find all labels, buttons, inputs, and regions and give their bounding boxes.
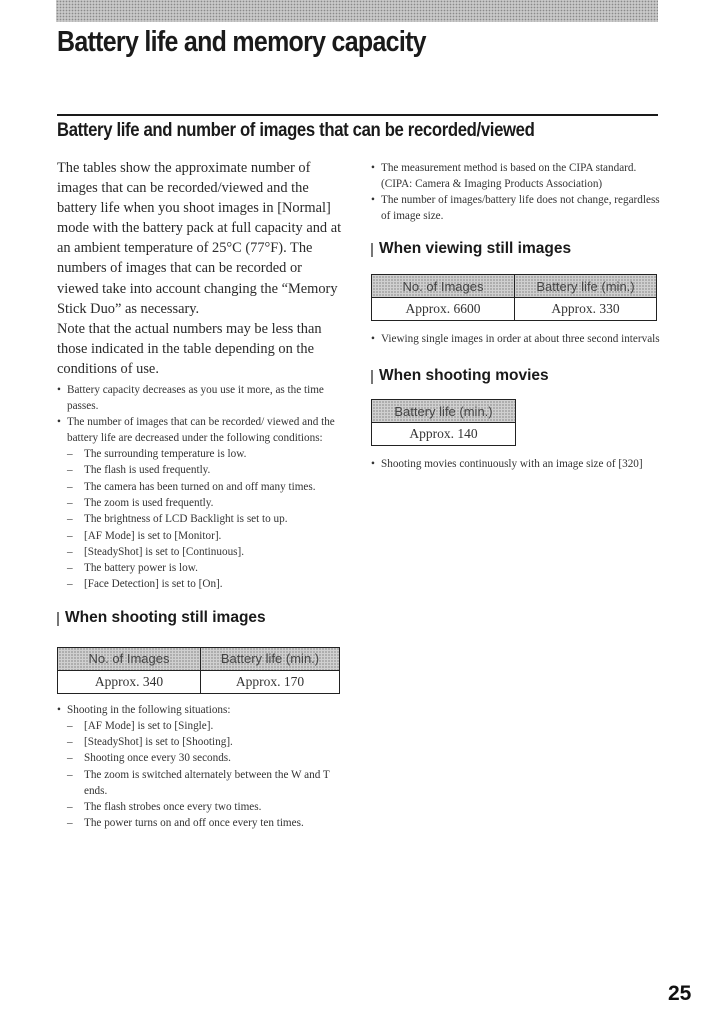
table-header: No. of Images bbox=[58, 647, 201, 670]
table-row bbox=[372, 423, 516, 446]
still-images-table bbox=[57, 647, 340, 694]
list-item bbox=[371, 160, 661, 192]
table-cell: Approx. 140 bbox=[372, 423, 516, 446]
condition-item: – Shooting once every 30 seconds. bbox=[67, 750, 342, 766]
list-item: • Battery capacity decreases as you use it more, as the time passes. bbox=[57, 382, 342, 414]
measurement-notes-list bbox=[371, 160, 661, 224]
list-item: • Shooting movies continuously with an image size of [320] bbox=[371, 456, 661, 472]
table-row bbox=[58, 670, 340, 693]
viewing-heading: When viewing still images bbox=[371, 240, 661, 258]
right-column bbox=[371, 160, 661, 472]
conditions-list bbox=[67, 446, 342, 593]
left-column bbox=[57, 158, 342, 832]
movies-notes-list bbox=[371, 456, 661, 472]
still-images-heading: When shooting still images bbox=[57, 609, 342, 627]
table-header: Battery life (min.) bbox=[201, 647, 340, 670]
note-paragraph: Note that the actual numbers may be less than those indicated in the table depending on the conditions of use. bbox=[57, 320, 322, 377]
table-header-row bbox=[372, 275, 657, 298]
list-item-text: The measurement method is based on the CIPA standard. bbox=[381, 162, 637, 174]
table-header-row bbox=[372, 400, 516, 423]
condition-item: – The camera has been turned on and off many times. bbox=[67, 479, 342, 495]
section-title: Battery life and number of images that can be recorded/viewed bbox=[57, 120, 535, 141]
cipa-note: (CIPA: Camera & Imaging Products Association) bbox=[381, 178, 603, 190]
table-cell: Approx. 340 bbox=[58, 670, 201, 693]
condition-item: – The flash is used frequently. bbox=[67, 462, 342, 478]
table-row bbox=[372, 298, 657, 321]
table-cell: Approx. 330 bbox=[515, 298, 657, 321]
page-title: Battery life and memory capacity bbox=[57, 26, 426, 58]
table-header-row bbox=[58, 647, 340, 670]
movies-heading: When shooting movies bbox=[371, 367, 661, 385]
page-number: 25 bbox=[668, 982, 692, 1005]
condition-item: – [AF Mode] is set to [Monitor]. bbox=[67, 528, 342, 544]
movies-table bbox=[371, 399, 516, 446]
viewing-table bbox=[371, 274, 657, 321]
list-item: • Viewing single images in order at about three second intervals bbox=[371, 331, 661, 347]
condition-item: – The power turns on and off once every ten times. bbox=[67, 815, 342, 831]
condition-item: – [SteadyShot] is set to [Continuous]. bbox=[67, 544, 342, 560]
condition-item: – The zoom is switched alternately between the W and T ends. bbox=[67, 767, 342, 800]
viewing-notes-list bbox=[371, 331, 661, 347]
condition-item: – The battery power is low. bbox=[67, 560, 342, 576]
still-notes-list bbox=[57, 702, 342, 832]
table-cell: Approx. 6600 bbox=[372, 298, 515, 321]
list-item-text: Shooting in the following situations: bbox=[67, 703, 231, 716]
bullet-list bbox=[57, 382, 342, 593]
condition-item: – The surrounding temperature is low. bbox=[67, 446, 342, 462]
list-item: • The number of images/battery life does not change, regardless of image size. bbox=[371, 192, 661, 224]
list-item-text: The number of images that can be recorded/ viewed and the battery life are decreased under the following conditions: bbox=[67, 416, 335, 445]
table-header: No. of Images bbox=[372, 275, 515, 298]
table-cell: Approx. 170 bbox=[201, 670, 340, 693]
condition-item: – The zoom is used frequently. bbox=[67, 495, 342, 511]
condition-item: – The flash strobes once every two times. bbox=[67, 799, 342, 815]
section-divider bbox=[57, 114, 658, 116]
table-header: Battery life (min.) bbox=[372, 400, 516, 423]
list-item bbox=[57, 414, 342, 593]
table-header: Battery life (min.) bbox=[515, 275, 657, 298]
condition-item: – The brightness of LCD Backlight is set to up. bbox=[67, 511, 342, 527]
header-band bbox=[56, 0, 658, 22]
list-item bbox=[57, 702, 342, 832]
condition-item: – [Face Detection] is set to [On]. bbox=[67, 576, 342, 592]
condition-item: – [SteadyShot] is set to [Shooting]. bbox=[67, 734, 342, 750]
still-conditions-list bbox=[67, 718, 342, 832]
intro-paragraph: The tables show the approximate number of images that can be recorded/viewed and the battery life when you shoot images in [Normal] mode with the battery pack at full capacity and at an ambient temperature of 25°C (77°F). The numbers of images that can be recorded or viewed take into account changing the “Memory Stick Duo” as necessary. bbox=[57, 160, 342, 317]
condition-item: – [AF Mode] is set to [Single]. bbox=[67, 718, 342, 734]
